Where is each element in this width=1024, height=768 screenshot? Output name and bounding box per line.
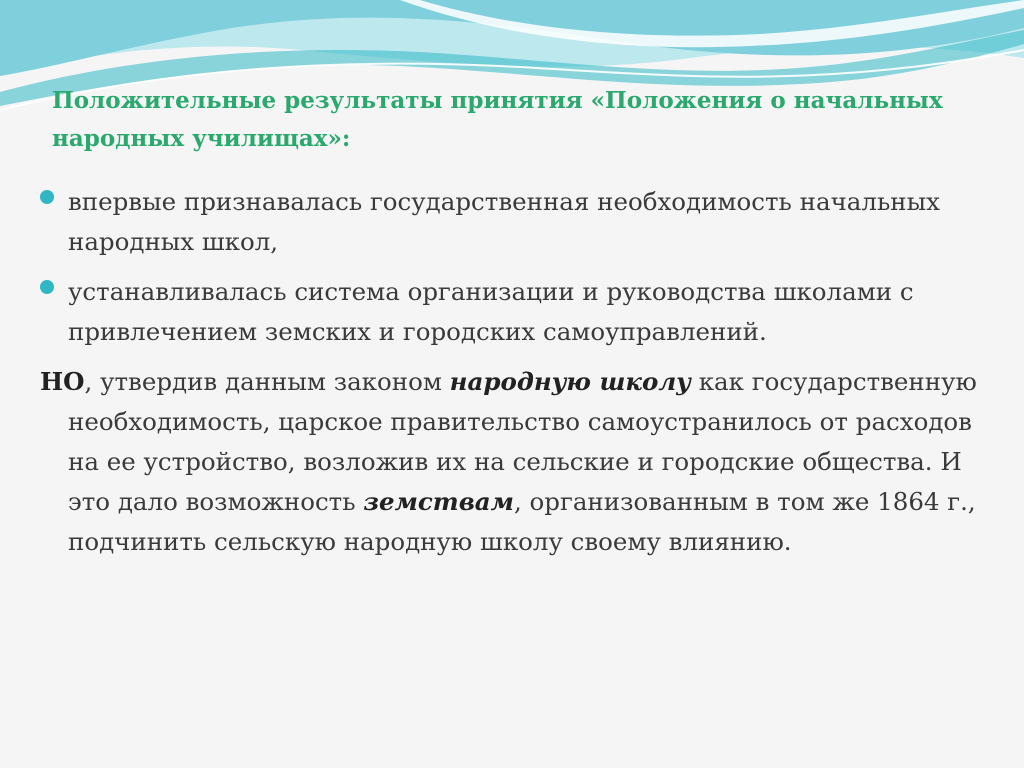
bullet-dot-icon [40,190,54,204]
bullet-dot-icon [40,280,54,294]
bullet-item [40,182,990,262]
note-paragraph [40,362,990,562]
note-text-2: как государственную необходимость, царское правительство самоустранилось от расходов на ее устройство, возложив их на сельские и городские общества. И это дало возможность [68,367,977,516]
note-lead: НО [40,367,85,396]
slide-body [40,182,990,562]
note-emphasis-2: земствам [363,487,514,516]
bullet-item [40,272,990,352]
note-emphasis-1: народную школу [449,367,691,396]
slide-title: Положительные результаты принятия «Положения о начальных народных училищах»: [52,87,943,152]
note-text-3: , организованным в том же 1864 г., подчинить сельскую народную школу своему влиянию. [68,487,976,556]
bullet-text: устанавливалась система организации и руководства школами с привлечением земских и городских самоуправлений. [68,277,914,346]
note-text-1: , утвердив данным законом [84,367,450,396]
bullet-text: впервые признавалась государственная необходимость начальных народных школ, [68,187,940,256]
